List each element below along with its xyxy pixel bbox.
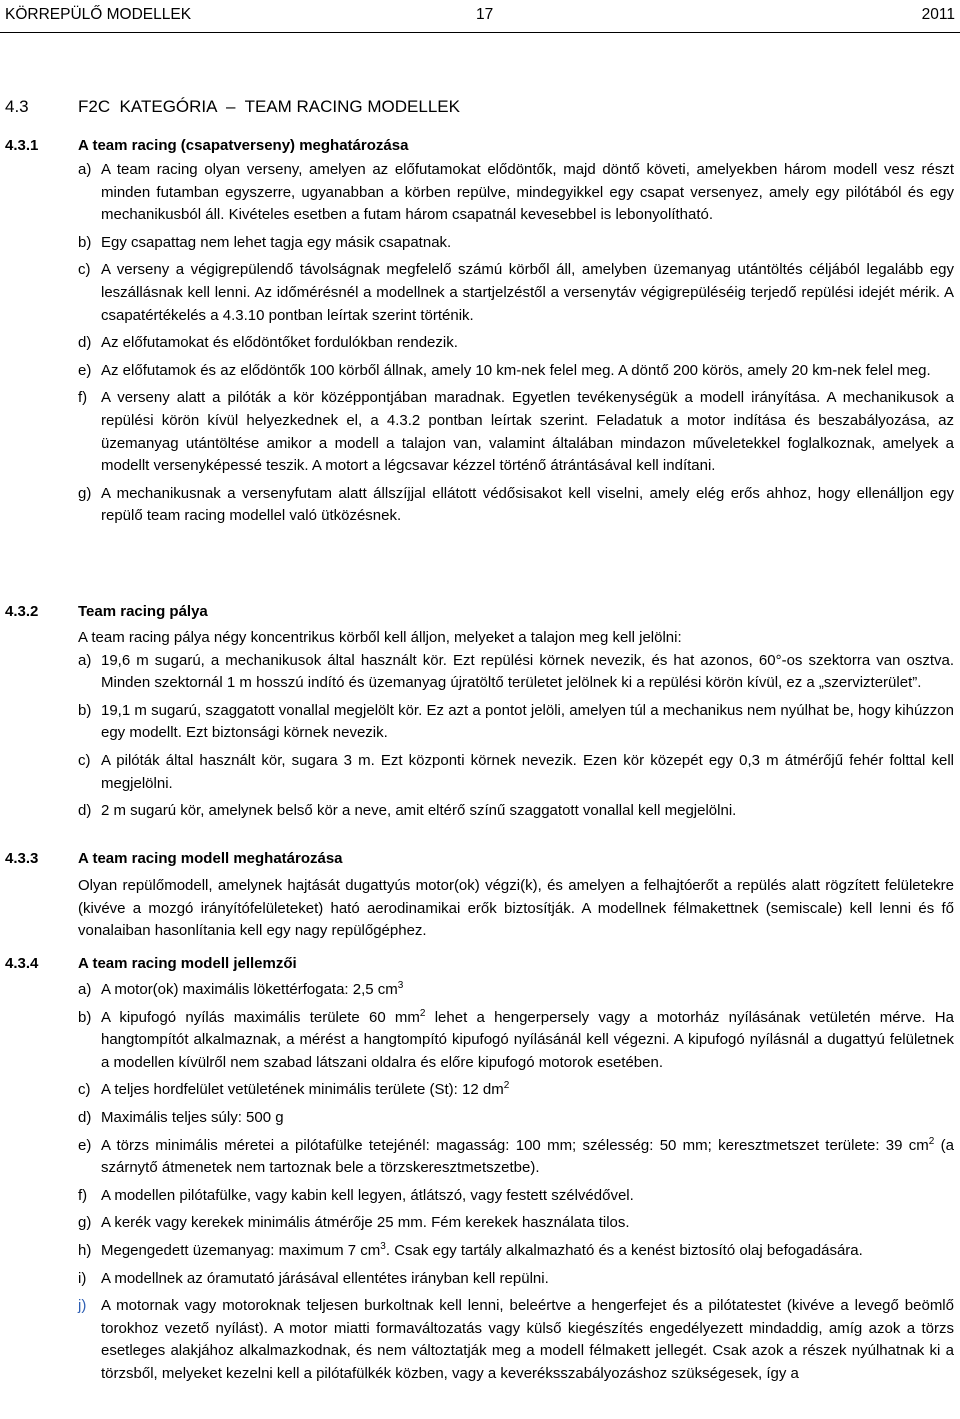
list-item: i) A modellnek az óramutató járásával ellentétes irányban kell repülni.	[78, 1269, 549, 1287]
chapter-title: F2C KATEGÓRIA – TEAM RACING MODELLEK	[78, 97, 460, 116]
section-431-list	[78, 159, 954, 533]
section-heading-433	[5, 850, 343, 867]
list-item: g) A mechanikusnak a versenyfutam alatt állszíjjal ellátott védősisakot kell viselni, amely elég erős ahhoz, hogy ellenálljon egy repülő team racing modellel való ütközésnek.	[78, 484, 954, 525]
section-433-body	[78, 875, 954, 943]
header-title: KÖRREPÜLŐ MODELLEK	[5, 6, 192, 23]
section-title: A team racing (csapatverseny) meghatározása	[78, 137, 409, 154]
list-item: b) Egy csapattag nem lehet tagja egy másik csapatnak.	[78, 233, 452, 251]
section-heading-431	[5, 137, 408, 154]
section-432-list	[78, 627, 954, 828]
list-item: h) Megengedett üzemanyag: maximum 7 $cm^3$. Csak egy tartály alkalmazható és a kenést biztosító olaj befogadására.	[78, 1240, 863, 1259]
section-heading-434	[5, 955, 297, 972]
list-item: j) A motornak vagy motoroknak teljesen burkoltnak kell lenni, beleértve a hengerfejet és a pilótatestet (kivéve a levegő beömlő torokhoz vezető nyílást). A motor miatti formaváltozatás vagy külső kiegészítés engedélyezett mindaddig, amíg azok a törzs esetleges alakjához alkalmazkodnak, és nem változtatják meg a modell félmakett jellegét. Csak azok a részek nyúlhatnak ki a törzsből, melyeket kezelni kell a pilótafülkék közben, vagy a keveréksszabályozáshoz szükségesek, így a	[78, 1297, 954, 1382]
header-page-number: 17	[476, 6, 494, 23]
chapter-number: 4.3	[5, 97, 29, 116]
list-item: e) Az előfutamok és az elődöntők 100 körből állnak, amely 10 km-nek felel meg. A döntő 200 körös, amely 20 km-nek felel meg.	[78, 361, 931, 379]
list-item: g) A kerék vagy kerekek minimális átmérője 25 mm. Fém kerekek használata tilos.	[78, 1214, 630, 1232]
list-item: f) A modellen pilótafülke, vagy kabin kell legyen, átlátszó, vagy festett szélvédővel.	[78, 1186, 634, 1204]
list-item: d) 2 m sugarú kör, amelynek belső kör a neve, amit eltérő színű szaggatott vonallal kell megjelölni.	[78, 802, 737, 820]
list-item: b) A kipufogó nyílás maximális területe 60 $mm^2$ lehet a hengerpersely vagy a motorház nyílásának vetületén mérve. Ha hangtompítót alkalmaznak, a mérést a hangtompító kipufogó nyílásánál kell végezni. A kipufogó nyílásnál a dugattyú felületnek a modellen kívülről nem szabad látszani oldalra és előre kipufogó motorok esetében.	[78, 1007, 954, 1071]
header-year: 2011	[921, 6, 955, 23]
section-intro: A team racing pálya négy koncentrikus körből kell álljon, melyeket a talajon meg kell jelölni:	[78, 629, 682, 646]
section-434-list	[78, 979, 954, 1391]
list-item: c) A teljes hordfelület vetületének minimális területe (St): 12 $dm^2$	[78, 1080, 510, 1099]
list-item: a) 19,6 m sugarú, a mechanikusok által használt kör. Ezt repülési körnek nevezik, és hat azonos, 60°-os szektorra van osztva. Minden szektornál 1 m hosszú indító és üzemanyag újratöltő területet jelölnek ki a repülési körön kívül, ez a „szervizterület”.	[78, 651, 954, 692]
list-item: a) A team racing olyan verseny, amelyen az előfutamokat elődöntők, majd döntő követi, amelyekben három modell vesz részt minden futamban egyszerre, ugyanabban a körben repülve, mindegyikkel egy csapat versenyez, amely egy pilótából és egy mechanikusból áll. Kivételes esetben a futam három csapatnál kevesebbel is lebonyolítható.	[78, 161, 954, 224]
list-item: d) Az előfutamokat és elődöntőket fordulókban rendezik.	[78, 334, 458, 352]
list-item: e) A törzs minimális méretei a pilótafülke tetejénél: magasság: 100 mm; szélesség: 50 mm; keresztmetszet területe: 39 $cm^2$ (a szárnytő átmenetek nem tartoznak bele a törzskeresztmetszetbe).	[78, 1135, 954, 1177]
page-header	[0, 0, 960, 33]
list-item: c) A verseny a végigrepülendő távolságnak megfelelő számú körből áll, amelyben üzemanyag utántöltés céljából legalább egy leszállásnak kell lenni. Az időmérésnél a modellnek a startjelzéstől a versenytáv végigrepüléséig terjedő repülési idejét mérik. A csapatértékelés a 4.3.10 pontban leírtak szerint történik.	[78, 261, 954, 324]
section-title: A team racing modell jellemzői	[78, 955, 297, 972]
section-number: 4.3.1	[5, 137, 39, 154]
section-number: 4.3.3	[5, 850, 39, 867]
section-title: Team racing pálya	[78, 603, 208, 620]
section-number: 4.3.2	[5, 603, 39, 620]
section-title: A team racing modell meghatározása	[78, 850, 343, 867]
list-item: b) 19,1 m sugarú, szaggatott vonallal megjelölt kör. Ez azt a pontot jelöli, amelyen túl a mechanikus nem nyúlhat be, hogy kihúzzon egy modellt. Ezt biztonsági körnek nevezik.	[78, 701, 954, 742]
section-paragraph: Olyan repülőmodell, amelynek hajtását dugattyús motor(ok) végzi(k), és amelyen a felhajtóerőt a repülés alatt rögzített felületekre (kivéve a mozgó irányítófelületeket) ható aerodinamikai erők biztosítják. A modellnek félmakettnek (semiscale) kell lenni és fő vonalaiban hasonlítania kell egy nagy repülőgéphez.	[78, 877, 954, 940]
chapter-heading	[5, 97, 460, 117]
section-heading-432	[5, 603, 208, 620]
list-item: f) A verseny alatt a pilóták a kör középpontjában maradnak. Egyetlen tevékenységük a modell irányítása. A mechanikusok a repülési körön kívül helyezkednek el, a 4.3.2 pontban leírtak szerint. Feladatuk a motor indítása és beszabályozása, az üzemanyag utántöltése amikor a modell a talajon van, valamint általában mindazon műveletekkel foglalkoznak, amelyek a modellt versenyképessé teszik. A motort a légcsavar kézzel történő átrántásával kell indítani.	[78, 389, 954, 475]
section-number: 4.3.4	[5, 955, 39, 972]
list-item: d) Maximális teljes súly: 500 g	[78, 1108, 284, 1126]
list-item: c) A pilóták által használt kör, sugara 3 m. Ezt központi körnek nevezik. Ezen kör közepét egy 0,3 m átmérőjű fehér folttal kell megjelölni.	[78, 751, 954, 792]
list-item: a) A motor(ok) maximális lökettérfogata: 2,5 $cm^3$	[78, 980, 404, 998]
